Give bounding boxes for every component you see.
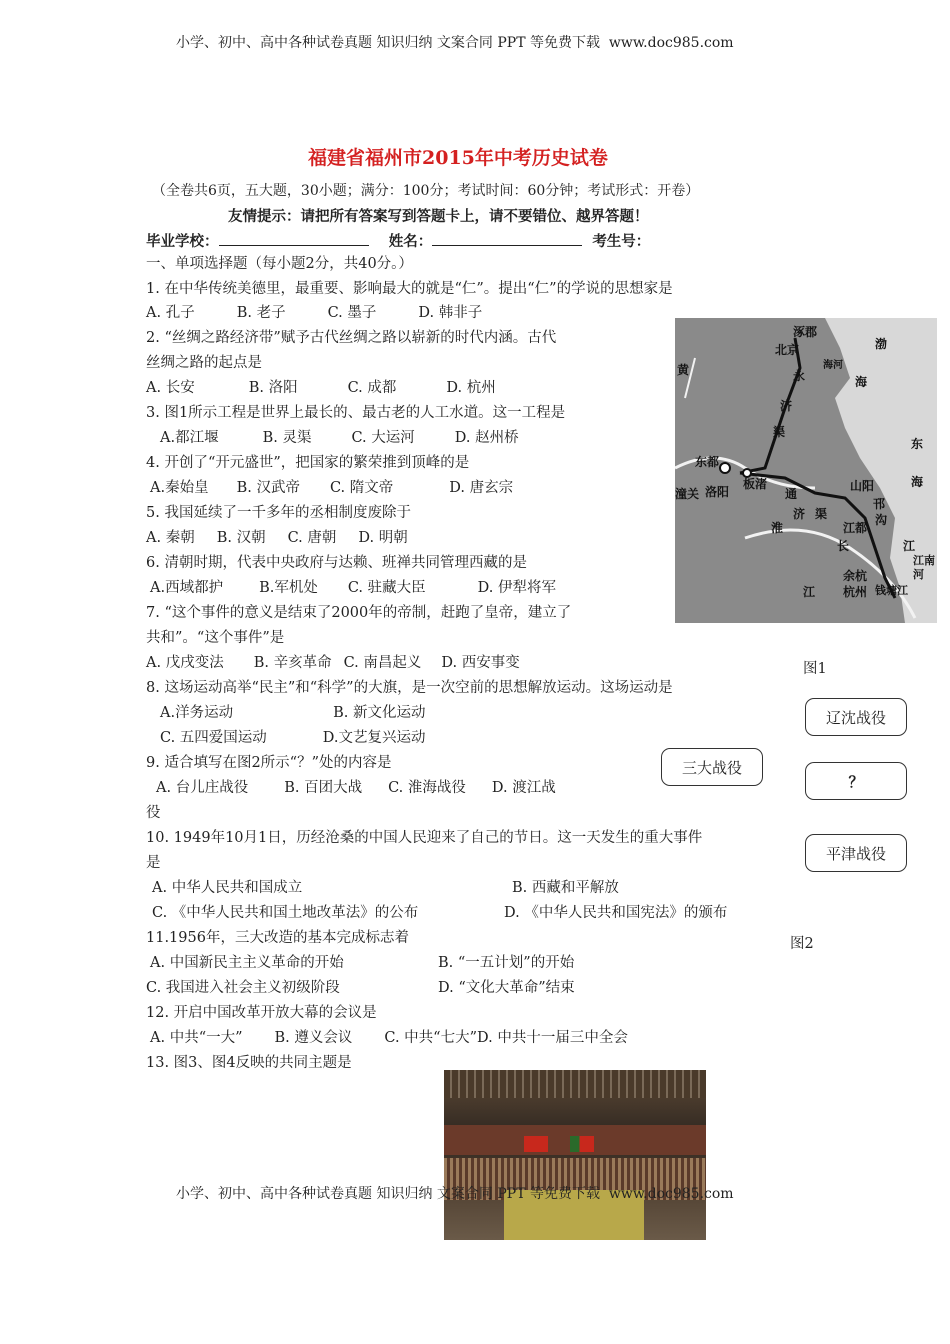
question-7: 7. “这个事件的意义是结束了2000年的帝制，赶跑了皇帝，建立了 bbox=[146, 605, 572, 621]
question-11-option-b: B. “一五计划”的开始 bbox=[438, 955, 575, 971]
map-label: 钱塘江 bbox=[875, 584, 908, 597]
map-label: 北京 bbox=[775, 343, 800, 357]
question-10: 10. 1949年10月1日，历经沧桑的中国人民迎来了自己的节日。这一天发生的重大事件 bbox=[146, 830, 703, 846]
map-label: 邗 bbox=[873, 497, 886, 511]
map-label: 通 bbox=[785, 487, 798, 501]
question-4: 4. 开创了“开元盛世”，把国家的繁荣推到顶峰的是 bbox=[146, 455, 470, 471]
question-11-option-d: D. “文化大革命”结束 bbox=[438, 980, 575, 996]
map-label: 永 bbox=[793, 369, 806, 383]
luoyang-marker bbox=[720, 463, 730, 473]
question-7-options: A. 戊戌变法 B. 辛亥革命 C. 南昌起义 D. 西安事变 bbox=[146, 655, 520, 671]
question-6: 6. 清朝时期，代表中央政府与达赖、班禅共同管理西藏的是 bbox=[146, 555, 527, 571]
question-11: 11.1956年，三大改造的基本完成标志着 bbox=[146, 930, 409, 946]
exam-info: （全卷共6页，五大题，30小题；满分：100分；考试时间：60分钟；考试形式：开卷） bbox=[152, 183, 700, 199]
section-heading: 一、单项选择题（每小题2分，共40分。） bbox=[146, 256, 413, 272]
map-label: 洛阳 bbox=[705, 485, 730, 499]
map-label: 济 bbox=[780, 399, 793, 413]
question-12: 12. 开启中国改革开放大幕的会议是 bbox=[146, 1005, 377, 1021]
map-label: 涿郡 bbox=[793, 325, 818, 339]
map-label: 渠 bbox=[773, 425, 786, 439]
question-5-options: A. 秦朝 B. 汉朝 C. 唐朝 D. 明朝 bbox=[146, 530, 408, 546]
question-6-options: A.西域都护 B.军机处 C. 驻藏大臣 D. 伊犁将军 bbox=[150, 580, 556, 596]
map-label: 渠 bbox=[815, 507, 828, 521]
figure-2-pingjin-box: 平津战役 bbox=[805, 834, 907, 872]
question-11-option-c: C. 我国进入社会主义初级阶段 bbox=[146, 980, 340, 996]
map-label: 板渚 bbox=[743, 477, 768, 491]
notice: 友情提示：请把所有答案写到答题卡上，请不要错位、越界答题！ bbox=[228, 208, 649, 225]
map-label: 江 bbox=[903, 539, 916, 553]
question-7-cont: 共和”。“这个事件”是 bbox=[146, 630, 285, 646]
exam-no-label: 考生号： bbox=[592, 233, 651, 250]
page-footer: 小学、初中、高中各种试卷真题 知识归纳 文案合同 PPT 等免费下载 www.doc985.com bbox=[176, 1186, 734, 1202]
question-4-options: A.秦始皇 B. 汉武帝 C. 隋文帝 D. 唐玄宗 bbox=[150, 480, 514, 496]
map-label: 余杭 bbox=[843, 569, 868, 583]
map-label: 长 bbox=[837, 539, 850, 553]
name-blank[interactable] bbox=[432, 231, 582, 246]
map-label: 河 bbox=[913, 568, 924, 581]
map-label: 江 bbox=[803, 585, 816, 599]
name-label: 姓名： bbox=[388, 233, 433, 250]
map-label: 东都 bbox=[695, 455, 720, 469]
question-8: 8. 这场运动高举“民主”和“科学”的大旗，是一次空前的思想解放运动。这场运动是 bbox=[146, 680, 673, 696]
question-9-options: A. 台儿庄战役 B. 百团大战 C. 淮海战役 D. 渡江战 bbox=[156, 780, 556, 796]
question-3: 3. 图1所示工程是世界上最长的、最古老的人工水道。这一工程是 bbox=[146, 405, 566, 421]
map-label: 江都 bbox=[843, 521, 868, 535]
map-label: 江南 bbox=[913, 554, 935, 567]
school-label: 毕业学校： bbox=[146, 233, 219, 250]
map-label: 济 bbox=[793, 507, 806, 521]
map-label: 山阳 bbox=[850, 479, 875, 493]
question-5: 5. 我国延续了一千多年的丞相制度废除于 bbox=[146, 505, 411, 521]
figure-2-question-box: ？ bbox=[805, 762, 907, 800]
flag-portugal-icon bbox=[570, 1136, 594, 1152]
question-9-wrap: 役 bbox=[146, 805, 161, 821]
map-label: 海 bbox=[855, 375, 868, 389]
question-10-option-d: D. 《中华人民共和国宪法》的颁布 bbox=[504, 905, 728, 921]
question-2-options: A. 长安 B. 洛阳 C. 成都 D. 杭州 bbox=[146, 380, 496, 396]
map-label: 杭州 bbox=[843, 585, 868, 599]
banzhu-marker bbox=[743, 469, 751, 477]
figure-1-caption: 图1 bbox=[803, 661, 827, 677]
question-3-options: A.都江堰 B. 灵渠 C. 大运河 D. 赵州桥 bbox=[160, 430, 519, 446]
map-label: 海河 bbox=[823, 360, 843, 371]
flag-china-icon bbox=[524, 1136, 548, 1152]
question-2: 2. “丝绸之路经济带”赋予古代丝绸之路以崭新的时代内涵。古代 bbox=[146, 330, 557, 346]
question-1: 1. 在中华传统美德里，最重要、影响最大的就是“仁”。提出“仁”的学说的思想家是 bbox=[146, 281, 673, 297]
figure-2-liaoshen-box: 辽沈战役 bbox=[805, 698, 907, 736]
question-10-option-a: A. 中华人民共和国成立 bbox=[152, 880, 303, 896]
question-10-cont: 是 bbox=[146, 855, 161, 871]
question-10-option-b: B. 西藏和平解放 bbox=[512, 880, 619, 896]
question-12-options: A. 中共“一大” B. 遵义会议 C. 中共“七大”D. 中共十一届三中全会 bbox=[150, 1030, 628, 1046]
question-11-option-a: A. 中国新民主主义革命的开始 bbox=[150, 955, 344, 971]
page-title: 福建省福州市2015年中考历史试卷 bbox=[308, 147, 608, 169]
figure-2-caption: 图2 bbox=[790, 936, 814, 952]
question-8-options-row1: A.洋务运动 B. 新文化运动 bbox=[160, 705, 426, 721]
student-fields bbox=[146, 230, 650, 251]
page-header: 小学、初中、高中各种试卷真题 知识归纳 文案合同 PPT 等免费下载 www.doc985.com bbox=[176, 35, 734, 51]
map-label: 东 bbox=[911, 437, 924, 451]
map-label: 沟 bbox=[875, 513, 888, 527]
figure-3-photo bbox=[444, 1070, 706, 1240]
map-label: 淮 bbox=[771, 521, 784, 535]
map-label: 潼关 bbox=[675, 487, 700, 501]
question-10-option-c: C. 《中华人民共和国土地改革法》的公布 bbox=[152, 905, 419, 921]
map-label: 渤 bbox=[875, 337, 888, 351]
question-13: 13. 图3、图4反映的共同主题是 bbox=[146, 1055, 352, 1071]
figure-1-canal-map bbox=[675, 318, 937, 623]
question-1-options: A. 孔子 B. 老子 C. 墨子 D. 韩非子 bbox=[146, 305, 483, 321]
figure-2-center-box: 三大战役 bbox=[661, 748, 763, 786]
question-9: 9. 适合填写在图2所示“？”处的内容是 bbox=[146, 755, 392, 771]
question-2-cont: 丝绸之路的起点是 bbox=[146, 355, 262, 371]
school-blank[interactable] bbox=[219, 231, 369, 246]
map-label: 海 bbox=[911, 475, 924, 489]
question-8-options-row2: C. 五四爱国运动 D.文艺复兴运动 bbox=[160, 730, 426, 746]
map-label: 黄 bbox=[677, 363, 690, 377]
